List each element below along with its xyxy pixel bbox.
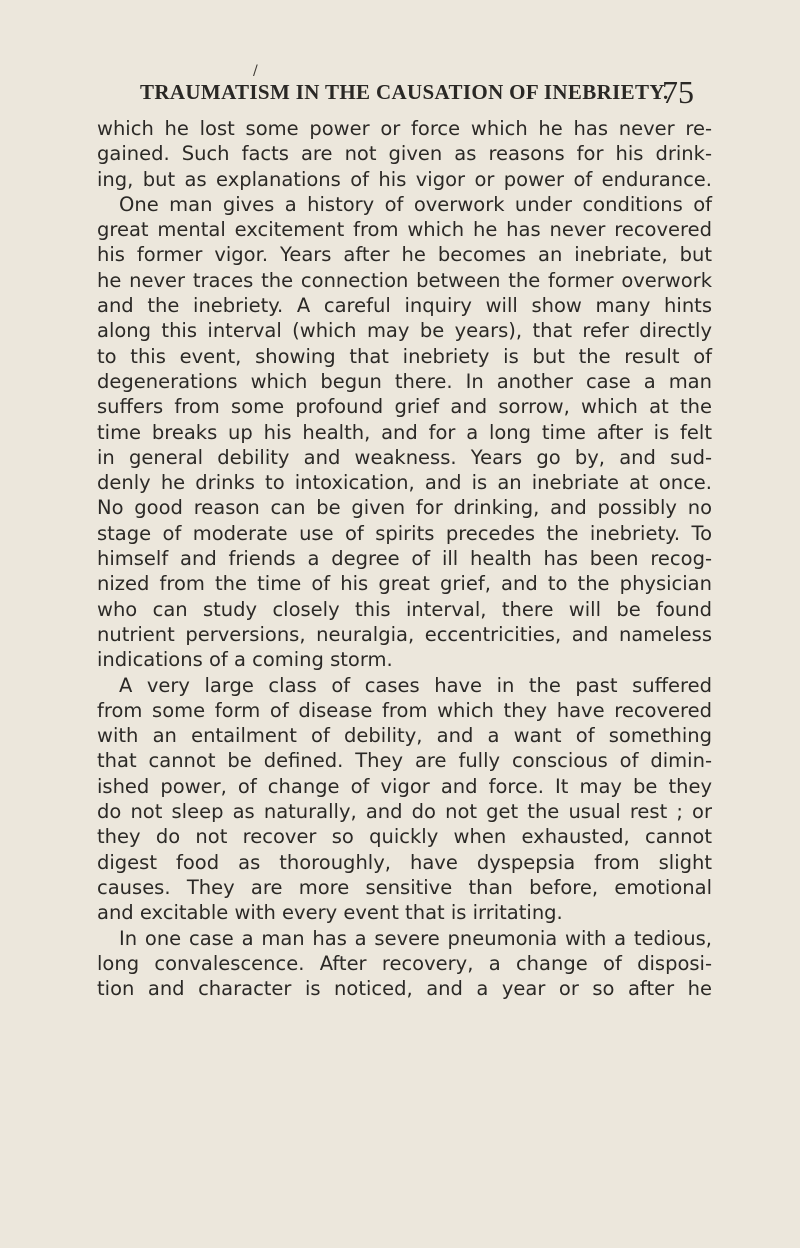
text-line: do not sleep as naturally, and do not get the usual rest ; or — [97, 800, 712, 824]
text-line: time breaks up his health, and for a long time after is felt — [97, 420, 712, 444]
text-line: he never traces the connection between the former overwork — [97, 268, 712, 292]
text-line: to this event, showing that inebriety is but the result of — [97, 344, 712, 368]
running-title: TRAUMATISM IN THE CAUSATION OF INEBRIETY. — [140, 80, 669, 104]
paragraph-start-line: A very large class of cases have in the past suffered — [119, 673, 712, 697]
text-line: in general debility and weakness. Years go by, and sud- — [97, 445, 712, 469]
paragraph-start-line: One man gives a history of overwork under conditions of — [119, 192, 712, 216]
text-line: himself and friends a degree of ill health has been recog- — [97, 547, 712, 571]
text-line: nutrient perversions, neuralgia, eccentricities, and nameless — [97, 622, 712, 646]
text-line: denly he drinks to intoxication, and is an inebriate at once. — [97, 471, 712, 495]
text-line: along this interval (which may be years), that refer directly — [97, 319, 712, 343]
text-line: who can study closely this interval, there will be found — [97, 597, 712, 621]
text-line: suffers from some profound grief and sorrow, which at the — [97, 395, 712, 419]
text-line: and the inebriety. A careful inquiry will show many hints — [97, 294, 712, 318]
running-head — [0, 72, 800, 112]
text-line: long convalescence. After recovery, a change of disposi- — [97, 951, 712, 975]
text-line: ing, but as explanations of his vigor or power of endurance. — [97, 167, 712, 191]
text-line: they do not recover so quickly when exhausted, cannot — [97, 825, 712, 849]
text-line: digest food as thoroughly, have dyspepsia from slight — [97, 850, 712, 874]
text-line: gained. Such facts are not given as reasons for his drink- — [97, 142, 712, 166]
page-number: 75 — [662, 74, 694, 110]
text-line: that cannot be defined. They are fully conscious of dimin- — [97, 749, 712, 773]
text-line: from some form of disease from which they have recovered — [97, 698, 712, 722]
stray-mark: / — [253, 63, 258, 79]
text-line: with an entailment of debility, and a want of something — [97, 724, 712, 748]
text-line: tion and character is noticed, and a year or so after he — [97, 977, 712, 1001]
text-line: degenerations which begun there. In another case a man — [97, 369, 712, 393]
text-line: No good reason can be given for drinking, and possibly no — [97, 496, 712, 520]
text-line: great mental excitement from which he has never recovered — [97, 218, 712, 242]
text-line: nized from the time of his great grief, and to the physician — [97, 572, 712, 596]
text-line: stage of moderate use of spirits precedes the inebriety. To — [97, 521, 712, 545]
text-line: which he lost some power or force which he has never re- — [97, 117, 712, 140]
text-line: causes. They are more sensitive than before, emotional — [97, 875, 712, 899]
paragraph-start-line: In one case a man has a severe pneumonia with a tedious, — [119, 926, 712, 950]
text-line: ished power, of change of vigor and force. It may be they — [97, 774, 712, 798]
text-line: his former vigor. Years after he becomes an inebriate, but — [97, 243, 712, 267]
body-text — [97, 116, 712, 1001]
paragraph-end-line: indications of a coming storm. — [97, 648, 393, 672]
paragraph-end-line: and excitable with every event that is irritating. — [97, 901, 563, 925]
